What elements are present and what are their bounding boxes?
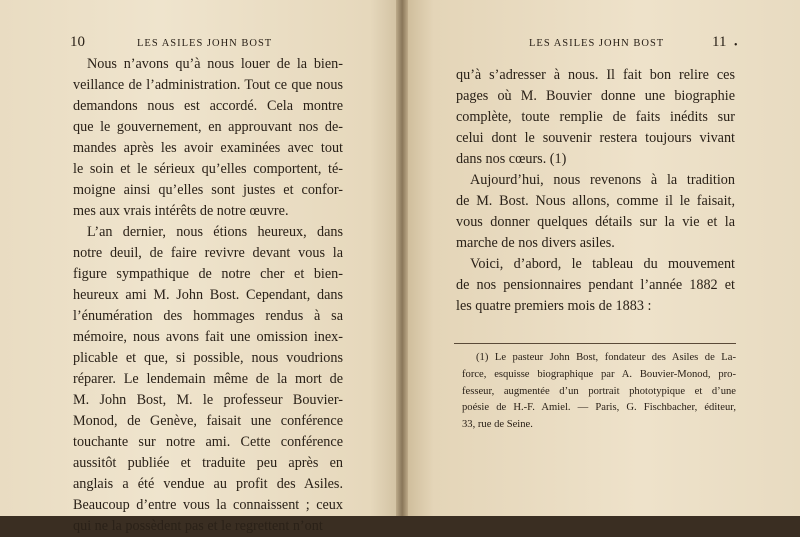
text-line: L’an dernier, nous étions heureux, dans <box>87 224 343 240</box>
text-line: vous donner quelques détails sur la vie et la <box>456 214 735 230</box>
footnote-line: (1) Le pasteur John Bost, fondateur des Asiles de La- <box>476 352 736 363</box>
left-page <box>0 0 402 534</box>
text-line: Voici, d’abord, le tableau du mouvement <box>470 256 735 272</box>
text-line: de M. Bost. Nous allons, comme il le faisait, <box>456 193 735 209</box>
text-line: celui dont le souvenir restera toujours vivant <box>456 130 735 146</box>
text-line: figure sympathique de notre cher et bien- <box>73 266 343 282</box>
text-line: plicable et que, si possible, nous voudrions <box>73 350 343 366</box>
text-line: touchante sur notre ami. Cette conférence <box>73 434 343 450</box>
right-body-text <box>456 65 735 317</box>
text-line: mes aux vrais intérêts de notre œuvre. <box>73 203 289 219</box>
text-line: de nos pensionnaires pendant l’année 1882 et <box>456 277 735 293</box>
left-body-text <box>73 54 343 537</box>
text-line: le soin et le sérieux qu’elles comportent, té- <box>73 161 343 177</box>
book-gutter <box>396 0 408 516</box>
text-line: moigne ainsi qu’elles sont justes et confor- <box>73 182 343 198</box>
page-number-left: 10 <box>70 34 85 50</box>
text-line: marche de nos divers asiles. <box>456 235 615 251</box>
footnote-line: poésie de H.-F. Amiel. — Paris, G. Fischbacher, éditeur, <box>462 402 736 414</box>
running-head-right: LES ASILES JOHN BOST <box>529 38 665 49</box>
text-line: Nous n’avons qu’à nous louer de la bien- <box>87 56 343 72</box>
text-line: pages où M. Bouvier donne une biographie <box>456 88 735 104</box>
text-line: notre deuil, de faire revivre devant vous la <box>73 245 343 261</box>
footnote <box>462 350 736 434</box>
text-line: complète, toute remplie de faits inédits sur <box>456 109 735 125</box>
text-line: demandons nous est accordé. Cela montre <box>73 98 343 114</box>
footnote-line: fesseur, augmentée d’un portrait phototypique et d’une <box>462 385 736 397</box>
text-line: que le gouvernement, en approuvant nos de- <box>73 119 343 135</box>
text-line: Aujourd’hui, nous revenons à la tradition <box>470 172 735 188</box>
footnote-rule <box>454 343 736 344</box>
right-page <box>402 0 800 516</box>
text-line: veillance de l’administration. Tout ce que nous <box>73 77 343 93</box>
running-head-left: LES ASILES JOHN BOST <box>137 38 273 49</box>
text-line: qui ne la possèdent pas et le regrettent n’ont <box>73 518 323 534</box>
text-line: dans nos cœurs. (1) <box>456 151 567 167</box>
text-line: heureux ami M. John Bost. Cependant, dans <box>73 287 343 303</box>
text-line: qu’à s’adresser à nous. Il fait bon relire ces <box>456 67 735 83</box>
footnote-line: 33, rue de Seine. <box>462 419 533 431</box>
text-line: Monod, de Genève, faisait une conférence <box>73 413 343 429</box>
text-line: M. John Bost, M. le professeur Bouvier- <box>73 392 343 408</box>
text-line: anglais a été vendue au profit des Asiles. <box>73 476 343 492</box>
text-line: Beaucoup d’entre vous la connaissent ; ceux <box>73 497 343 513</box>
text-line: les quatre premiers mois de 1883 : <box>456 298 652 314</box>
text-line: l’énumération des hommages rendus à sa <box>73 308 343 324</box>
page-number-right: 11 <box>712 34 727 50</box>
text-line: mémoire, nous avons fait une omission inex- <box>73 329 343 345</box>
margin-mark: • <box>734 40 738 51</box>
text-line: réparer. Le lendemain même de la mort de <box>73 371 343 387</box>
text-line: mandes après les avoir examinées avec tout <box>73 140 343 156</box>
footnote-line: force, esquisse biographique par A. Bouvier-Monod, pro- <box>462 368 736 380</box>
text-line: aussitôt publiée et traduite peu après en <box>73 455 343 471</box>
